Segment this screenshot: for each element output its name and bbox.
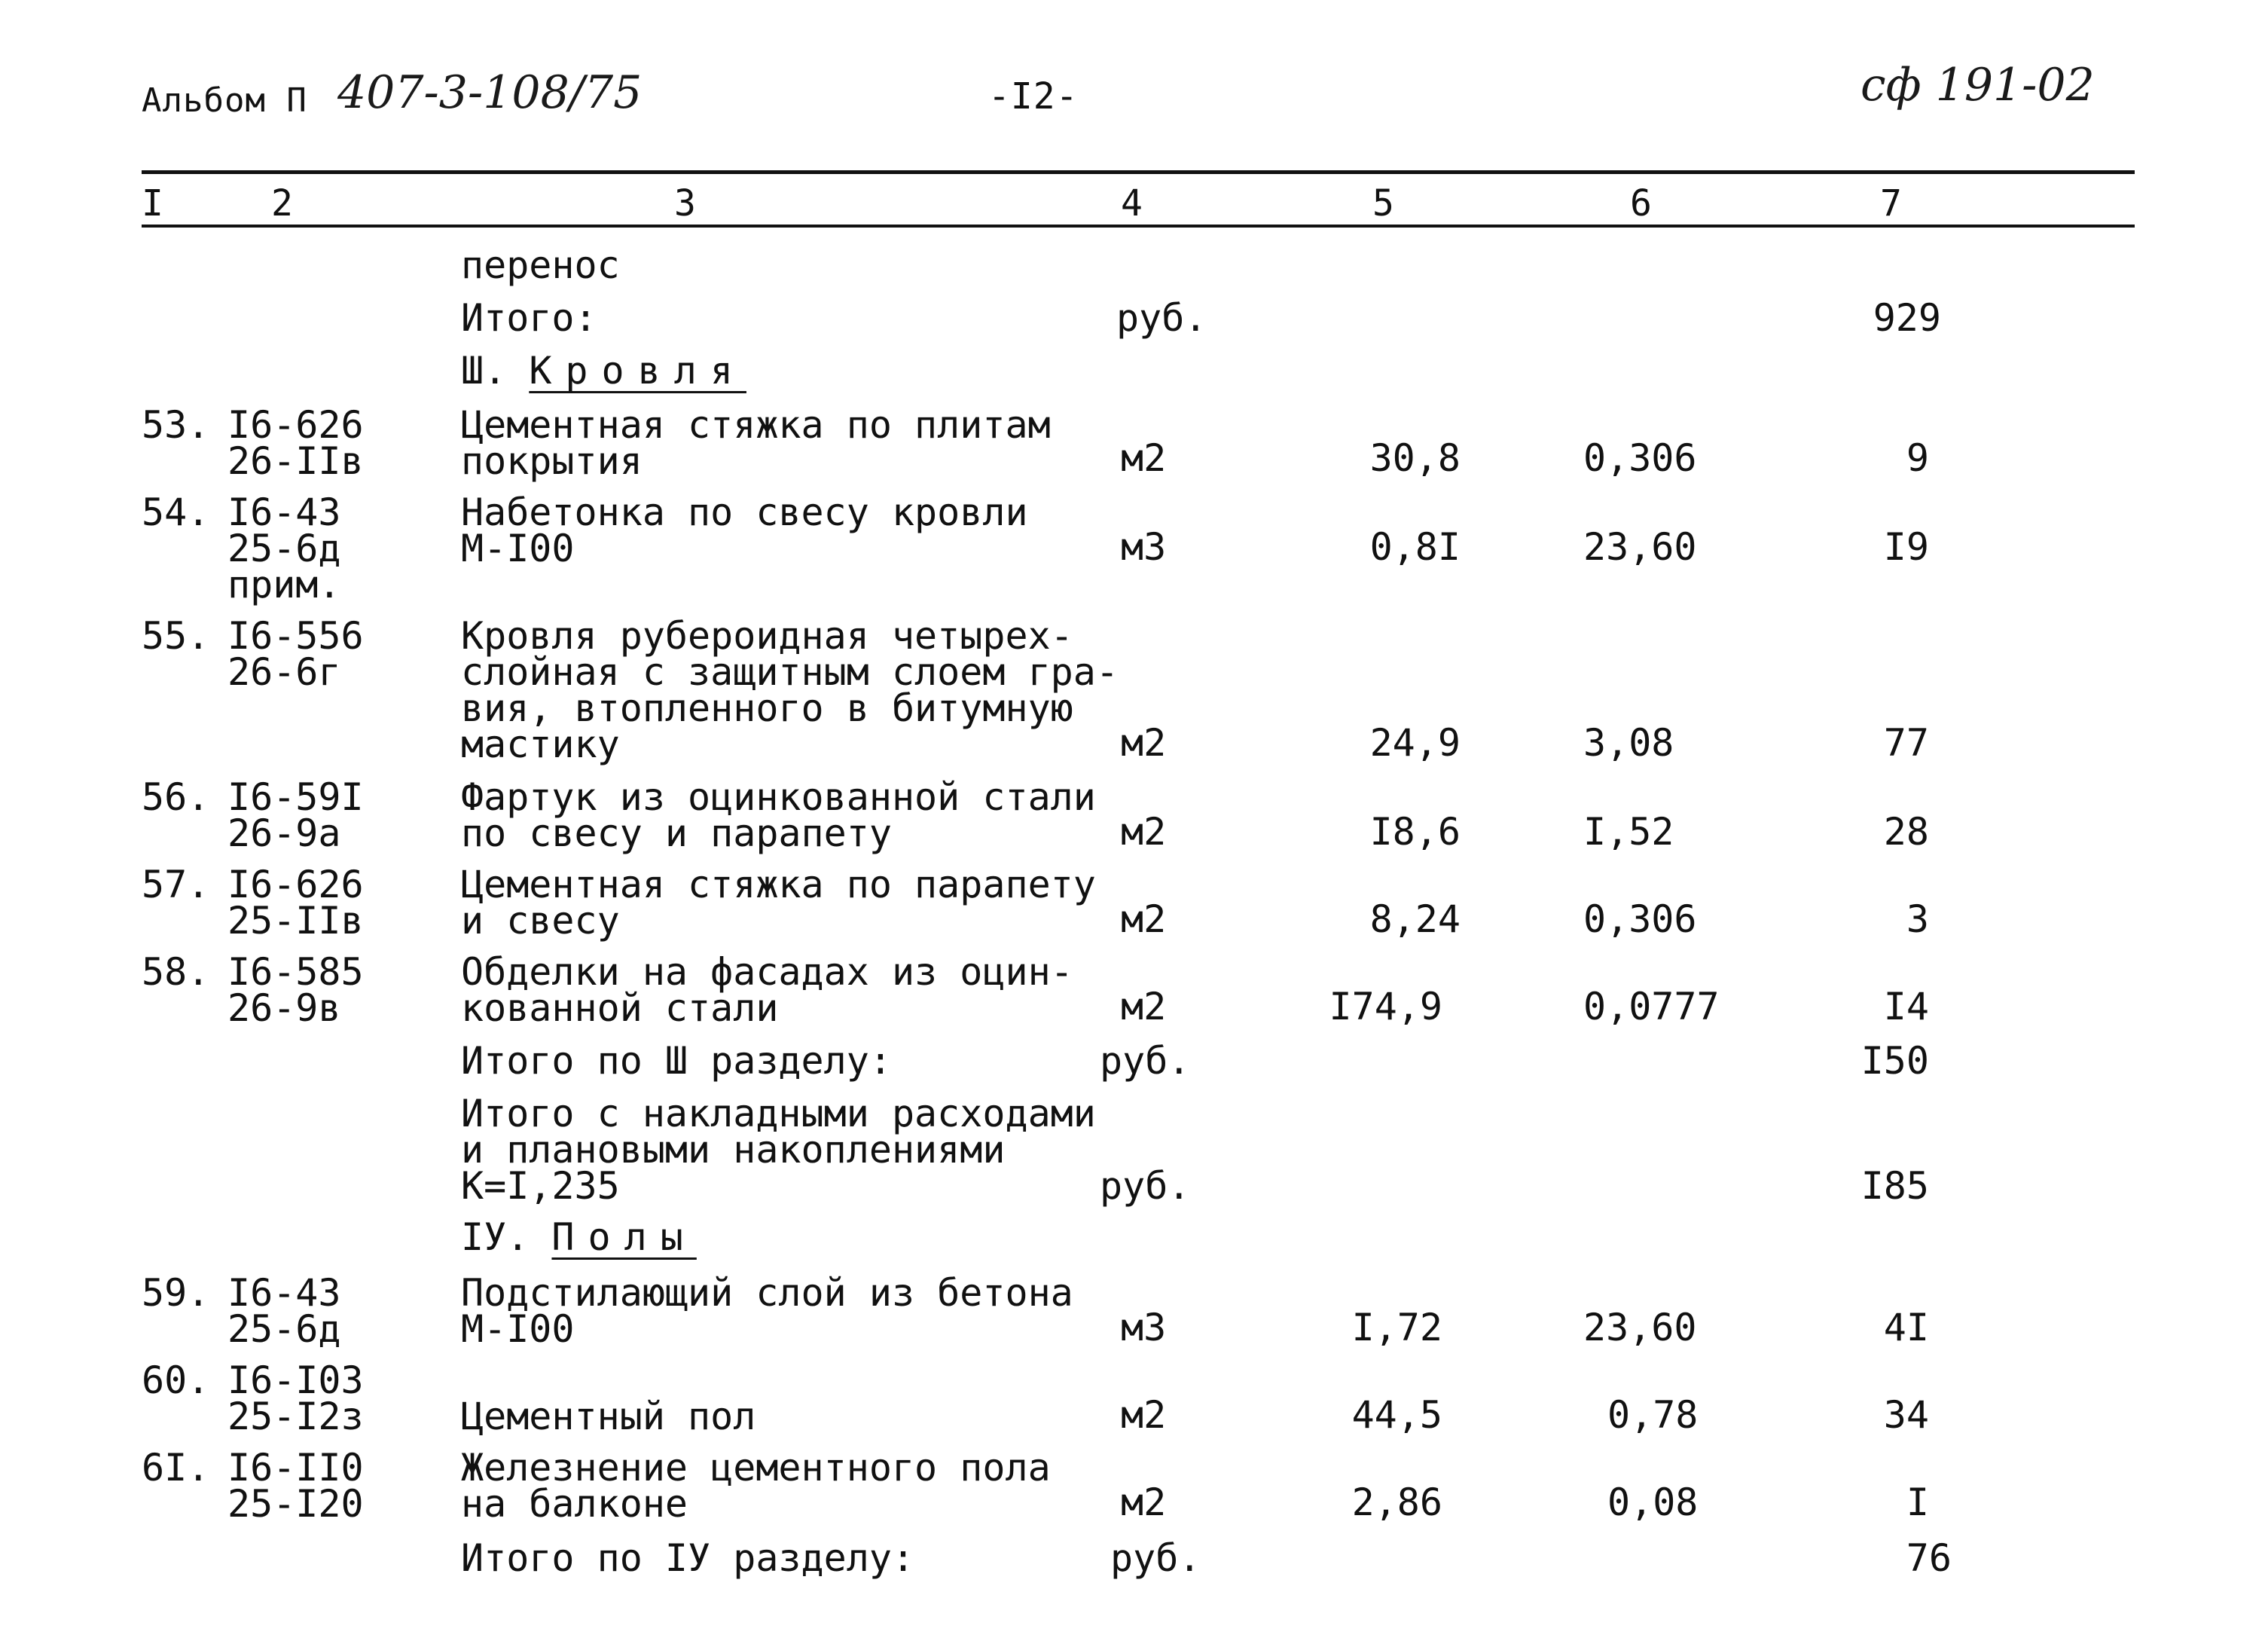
row-60-unit: м2: [1121, 1393, 1167, 1437]
row-54-desc2: М-I00: [461, 527, 575, 570]
section4-title: Полы: [551, 1215, 697, 1259]
row-55-desc2: слойная с защитным слоем гра-: [461, 650, 1119, 694]
row-61-code2: 25-I20: [227, 1482, 364, 1526]
row-54-num: 54.: [142, 490, 210, 534]
col-header-3: 3: [674, 182, 696, 225]
col-header-4: 4: [1121, 182, 1143, 225]
total-carry-label: Итого:: [461, 296, 597, 340]
album-label: Альбом П: [142, 81, 307, 120]
row-57-price: 0,306: [1583, 897, 1697, 941]
overhead-line3: К=I,235: [461, 1164, 620, 1208]
carry-label: перенос: [461, 243, 620, 287]
row-59-desc1: Подстилающий слой из бетона: [461, 1271, 1073, 1315]
row-54-price: 23,60: [1583, 525, 1697, 569]
row-57-unit: м2: [1121, 897, 1167, 941]
stamp: сф 191-02: [1860, 59, 2095, 112]
section4-heading: [461, 1215, 697, 1259]
row-56-qty: I8,6: [1369, 810, 1461, 854]
album-code: 407-3-108/75: [337, 66, 643, 119]
row-56-desc1: Фартук из оцинкованной стали: [461, 775, 1096, 819]
col-header-5: 5: [1372, 182, 1394, 225]
row-59-qty: I,72: [1351, 1306, 1442, 1349]
col-header-6: 6: [1630, 182, 1652, 225]
total4-label: Итого по IУ разделу:: [461, 1536, 915, 1580]
col-header-1: I: [142, 182, 163, 225]
row-55-qty: 24,9: [1369, 721, 1461, 765]
row-56-unit: м2: [1121, 810, 1167, 854]
row-60-price: 0,78: [1607, 1393, 1699, 1437]
row-55-code2: 26-6г: [227, 650, 341, 694]
row-59-desc2: М-I00: [461, 1307, 575, 1351]
total4-unit: руб.: [1110, 1536, 1201, 1580]
section3-prefix: Ш.: [461, 349, 507, 393]
section4-prefix: IУ.: [461, 1215, 530, 1259]
total4-sum: 76: [1906, 1536, 1952, 1580]
row-54-qty: 0,8I: [1369, 525, 1461, 569]
overhead-line2: и плановыми накоплениями: [461, 1128, 1006, 1172]
row-53-desc2: покрытия: [461, 439, 643, 483]
row-59-code1: I6-43: [227, 1271, 341, 1315]
row-53-num: 53.: [142, 403, 210, 447]
row-59-price: 23,60: [1583, 1306, 1697, 1349]
section3-title: Кровля: [529, 349, 746, 393]
row-59-unit: м3: [1121, 1306, 1167, 1349]
row-60-sum: 34: [1883, 1393, 1929, 1437]
row-55-desc1: Кровля рубероидная четырех-: [461, 614, 1073, 658]
row-53-code1: I6-626: [227, 403, 364, 447]
row-59-code2: 25-6д: [227, 1307, 341, 1351]
row-55-desc4: мастику: [461, 723, 620, 766]
row-53-qty: 30,8: [1369, 436, 1461, 480]
row-55-code1: I6-556: [227, 614, 364, 658]
row-58-desc1: Обделки на фасадах из оцин-: [461, 950, 1073, 994]
row-54-sum: I9: [1883, 525, 1929, 569]
row-57-code1: I6-626: [227, 863, 364, 906]
row-57-code2: 25-IIв: [227, 899, 364, 943]
row-56-sum: 28: [1883, 810, 1929, 854]
row-60-num: 60.: [142, 1358, 210, 1402]
row-61-desc1: Железнение цементного пола: [461, 1446, 1051, 1490]
row-53-unit: м2: [1121, 436, 1167, 480]
row-57-qty: 8,24: [1369, 897, 1461, 941]
row-61-unit: м2: [1121, 1480, 1167, 1524]
section3-heading: [461, 349, 746, 393]
row-58-code2: 26-9в: [227, 986, 341, 1030]
row-56-code1: I6-59I: [227, 775, 364, 819]
row-60-code1: I6-I03: [227, 1358, 364, 1402]
row-55-sum: 77: [1883, 721, 1929, 765]
row-58-num: 58.: [142, 950, 210, 994]
row-61-code1: I6-II0: [227, 1446, 364, 1490]
row-58-sum: I4: [1883, 985, 1929, 1028]
row-58-desc2: кованной стали: [461, 986, 779, 1030]
row-53-desc1: Цементная стяжка по плитам: [461, 403, 1051, 447]
row-53-code2: 26-IIв: [227, 439, 364, 483]
row-57-desc1: Цементная стяжка по парапету: [461, 863, 1096, 906]
row-58-unit: м2: [1121, 985, 1167, 1028]
row-60-qty: 44,5: [1351, 1393, 1442, 1437]
row-61-num: 6I.: [142, 1446, 210, 1490]
row-56-desc2: по свесу и парапету: [461, 811, 892, 855]
total3-label: Итого по Ш разделу:: [461, 1039, 892, 1083]
row-54-unit: м3: [1121, 525, 1167, 569]
row-59-sum: 4I: [1883, 1306, 1929, 1349]
row-57-num: 57.: [142, 863, 210, 906]
row-53-sum: 9: [1906, 436, 1929, 480]
row-56-num: 56.: [142, 775, 210, 819]
top-rule: [142, 170, 2135, 174]
row-60-code2: 25-I2з: [227, 1395, 364, 1438]
row-61-qty: 2,86: [1351, 1480, 1442, 1524]
row-56-price: I,52: [1583, 810, 1674, 854]
total3-unit: руб.: [1100, 1039, 1191, 1083]
row-54-code2: 25-6д: [227, 527, 341, 570]
row-56-code2: 26-9а: [227, 811, 341, 855]
col-header-2: 2: [271, 182, 293, 225]
total-carry-unit: руб.: [1116, 296, 1207, 340]
row-55-desc3: вия, втопленного в битумную: [461, 686, 1073, 730]
row-54-desc1: Набетонка по свесу кровли: [461, 490, 1028, 534]
col-header-7: 7: [1880, 182, 1902, 225]
row-55-num: 55.: [142, 614, 210, 658]
row-53-price: 0,306: [1583, 436, 1697, 480]
row-57-sum: 3: [1906, 897, 1929, 941]
row-59-num: 59.: [142, 1271, 210, 1315]
overhead-unit: руб.: [1100, 1164, 1191, 1208]
row-55-unit: м2: [1121, 721, 1167, 765]
row-61-price: 0,08: [1607, 1480, 1699, 1524]
row-58-qty: I74,9: [1329, 985, 1442, 1028]
total-carry-sum: 929: [1873, 296, 1941, 340]
overhead-sum: I85: [1860, 1164, 1929, 1208]
overhead-line1: Итого с накладными расходами: [461, 1092, 1096, 1135]
row-58-price: 0,0777: [1583, 985, 1720, 1028]
row-54-code3: прим.: [227, 563, 341, 607]
row-58-code1: I6-585: [227, 950, 364, 994]
total3-sum: I50: [1860, 1039, 1929, 1083]
row-54-code1: I6-43: [227, 490, 341, 534]
header-bottom-rule: [142, 225, 2135, 228]
row-60-desc1: Цементный пол: [461, 1395, 756, 1438]
row-61-desc2: на балконе: [461, 1482, 688, 1526]
row-57-desc2: и свесу: [461, 899, 620, 943]
page-number: -I2-: [988, 75, 1079, 118]
row-55-price: 3,08: [1583, 721, 1674, 765]
row-61-sum: I: [1906, 1480, 1929, 1524]
